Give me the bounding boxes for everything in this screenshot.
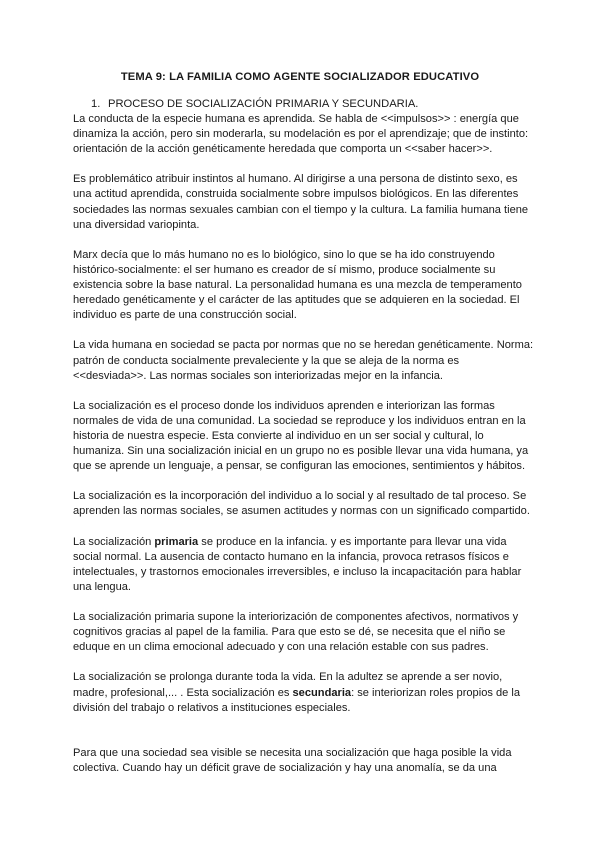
paragraph-marx: Marx decía que lo más humano no es lo biológico, sino lo que se ha ido construyendo histórico-socialmente: el ser humano es creador de sí mismo, produce socialmente su existencia sobre la base natural. La personalidad humana es una mezcla de temperamento heredado genéticamente y el carácter de las aptitudes que se adquieren en la sociedad. El individuo es parte de una construcción social.	[73, 248, 522, 322]
paragraph-impulsos: La conducta de la especie humana es aprendida. Se habla de <<impulsos>> : energía que dinamiza la acción, pero sin moderarla, su modelación es por el aprendizaje; que de instinto: orientación de la acción genéticamente heredada que comporta un <<saber hacer>>.	[73, 113, 529, 156]
section-heading-text: PROCESO DE SOCIALIZACIÓN PRIMARIA Y SECUNDARIA.	[108, 98, 419, 110]
secundaria-text-after: : se interiorizan roles propios de la división del trabajo o relativos a instituciones especiales.	[73, 686, 521, 714]
secundaria-text-before: La socialización se prolonga durante toda la vida. En la adultez se aprende a ser novio, madre, profesional,... . Esta socialización es	[73, 671, 503, 699]
primaria-text-before: La socialización	[73, 535, 155, 548]
paragraph-sociedad: Para que una sociedad sea visible se necesita una socialización que haga posible la vida colectiva. Cuando hay un déficit grave de socialización y hay una anomalía, se da una	[73, 746, 512, 774]
paragraph-normas: La vida humana en sociedad se pacta por normas que no se heredan genéticamente. Norma: patrón de conducta socialmente prevaleciente y la que se aleja de la norma es <<desviada>>. Las normas sociales son interiorizadas mejor en la infancia.	[73, 339, 534, 382]
section-heading	[91, 98, 418, 110]
paragraph-primaria	[73, 535, 535, 595]
paragraph-socializacion-proceso: La socialización es el proceso donde los individuos aprenden e interiorizan las formas normales de vida de una comunidad. La sociedad se reproduce y los individuos entran en la historia de nuestra especie. Esta convierte al individuo en un ser social y cultural, lo humaniza. Sin una socialización inicial en un grupo no es posible llevar una vida humana, ya que se aprende un lenguaje, a pensar, se configuran las emociones, sentimientos y hábitos.	[73, 399, 529, 473]
secundaria-bold-term: secundaria	[292, 686, 352, 699]
primaria-bold-term: primaria	[154, 535, 199, 548]
section-number: 1.	[91, 98, 101, 110]
primaria-text-after: se produce en la infancia. y es importante para llevar una vida social normal. La ausencia de contacto humano en la infancia, provoca retrasos físicos e intelectuales, y trastornos emocionales irreversibles, e incluso la incapacitación para hablar una lengua.	[73, 535, 522, 593]
paragraph-secundaria	[73, 670, 535, 715]
paragraph-instintos: Es problemático atribuir instintos al humano. Al dirigirse a una persona de distinto sexo, es una actitud aprendida, construida socialmente sobre impulsos biológicos. En las diferentes sociedades las normas sexuales cambian con el tiempo y la cultura. La familia humana tiene una diversidad variopinta.	[73, 173, 529, 231]
page-title: TEMA 9: LA FAMILIA COMO AGENTE SOCIALIZADOR EDUCATIVO	[120, 71, 480, 83]
document-body	[73, 112, 535, 791]
paragraph-familia: La socialización primaria supone la interiorización de componentes afectivos, normativos y cognitivos gracias al papel de la familia. Para que esto se dé, se necesita que el niño se eduque en un clima emocional adecuado y con una relación estable con sus padres.	[73, 611, 519, 654]
paragraph-socializacion-incorporacion: La socialización es la incorporación del individuo a lo social y al resultado de tal proceso. Se aprenden las normas sociales, se asumen actitudes y normas con un significado compartido.	[73, 490, 530, 518]
